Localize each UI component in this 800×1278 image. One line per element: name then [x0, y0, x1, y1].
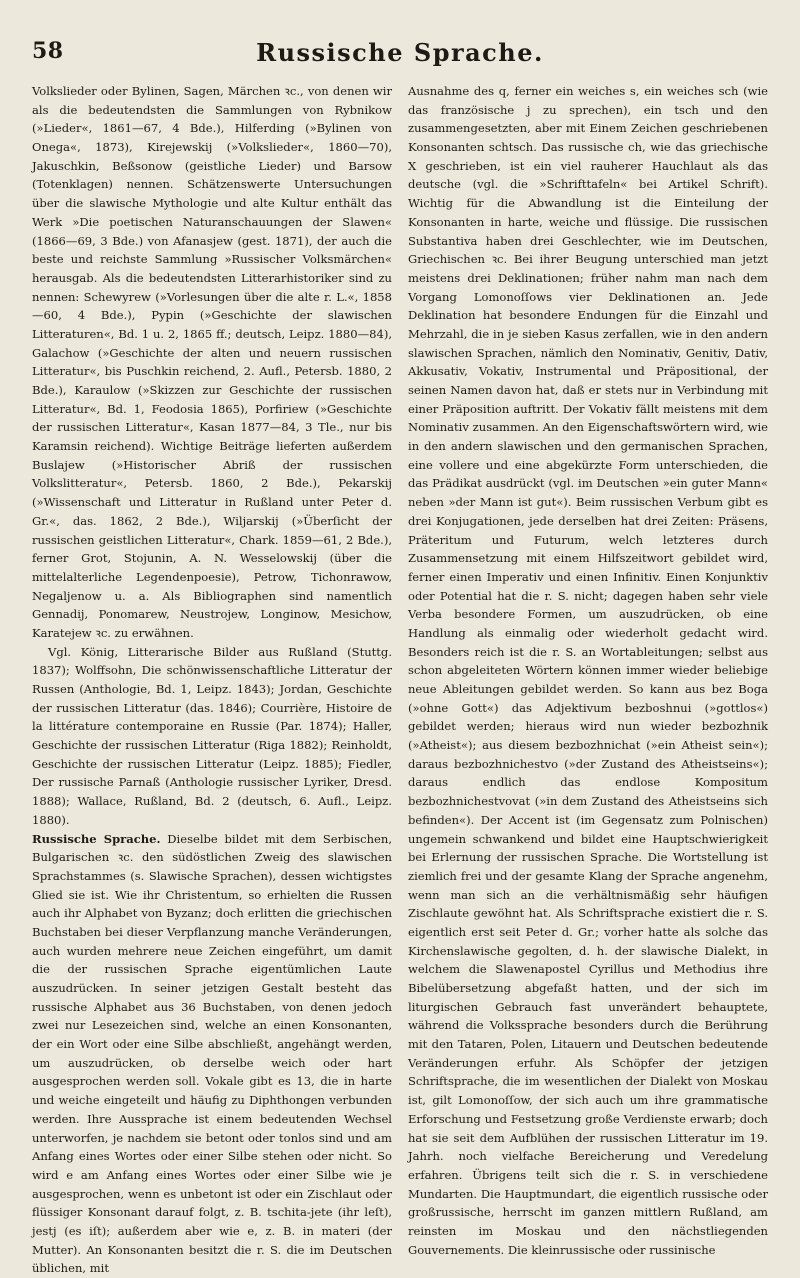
left-column [32, 82, 392, 1261]
text-columns [32, 82, 768, 1261]
right-column [408, 82, 768, 1261]
page-header [32, 38, 768, 72]
paragraph-russian-language [32, 830, 392, 1278]
page-number: 58 [32, 38, 64, 64]
running-title: Russische Sprache. [32, 38, 768, 67]
paragraph-continuation: Ausnahme des q, ferner ein weiches s, ein weiches sch (wie das französische j zu sprechen), ein tsch und den zusammengesetzten, aber mit Einem Zeichen geschriebenen Konsonanten schtsch. Das russische ch, wie das griechische X geschrieben, ist ein viel rauherer Hauchlaut als das deutsche (vgl. die »Schrifttafeln« bei Artikel Schrift). Wichtig für die Abwandlung ist die Einteilung der Konsonanten in harte, weiche und flüssige. Die russischen Substantiva haben drei Geschlechter, wie im Deutschen, Griechischen ꝛc. Bei ihrer Beugung unterschied man jetzt meistens drei Deklinationen; früher nahm man nach dem Vorgang Lomonoſſows vier Deklinationen an. Jede Deklination hat besondere Endungen für die Einzahl und Mehrzahl, die in je sieben Kasus zerfallen, wie in den andern slawischen Sprachen, nämlich den Nominativ, Genitiv, Dativ, Akkusativ, Vokativ, Instrumental und Präpositional, der seinen Namen davon hat, daß er stets nur in Verbindung mit einer Präposition auftritt. Der Vokativ fällt meistens mit dem Nominativ zusammen. An den Eigenschaftswörtern wird, wie in den andern slawischen und den germanischen Sprachen, eine vollere und eine abgekürzte Form unterschieden, die das Prädikat ausdrückt (vgl. im Deutschen »ein guter Mann« neben »der Mann ist gut«). Beim russischen Verbum gibt es drei Konjugationen, jede derselben hat drei Zeiten: Präsens, Präteritum und Futurum, welch letzteres durch Zusammensetzung mit einem Hilfszeitwort gebildet wird, ferner einen Imperativ und einen Infinitiv. Einen Konjunktiv oder Potential hat die r. S. nicht; dagegen haben sehr viele Verba besondere Formen, um auszudrücken, ob eine Handlung als einmalig oder wiederholt gedacht wird. Besonders reich ist die r. S. an Wortableitungen; selbst aus schon abgeleiteten Wörtern können immer wieder beliebige neue Ableitungen gebildet werden. So kann aus bez Boga (»ohne Gott«) das Adjektivum bezboshnui (»gottlos«) gebildet werden; hieraus wird nun wieder bezbozhnik (»Atheist«); aus diesem bezbozhnichat (»ein Atheist sein«); daraus bezbozhnichestvo (»der Zustand des Atheistseins«); daraus endlich das endlose Kompositum bezbozhnichestvovat (»in dem Zustand des Atheistseins sich befinden«). Der Accent ist (im Gegensatz zum Polnischen) ungemein schwankend und bildet eine Hauptschwierigkeit bei Erlernung der russischen Sprache. Die Wortstellung ist ziemlich frei und der gesamte Klang der Sprache angenehm, wenn man sich an die verhältnismäßig sehr häufigen Zischlaute gewöhnt hat. Als Schriftsprache existiert die r. S. eigentlich erst seit Peter d. Gr.; vorher hatte als solche das Kirchenslawische gegolten, d. h. der slawische Dialekt, in welchem die Slawenapostel Cyrillus und Methodius ihre Bibelübersetzung abgefaßt hatten, und der sich im liturgischen Gebrauch fast unverändert behauptete, während die Volkssprache besonders durch die Berührung mit den Tataren, Polen, Litauern und Deutschen bedeutende Veränderungen erfuhr. Als Schöpfer der jetzigen Schriftsprache, die im wesentlichen der Dialekt von Moskau ist, gilt Lomonoſſow, der sich auch um ihre grammatische Erforschung und Festsetzung große Verdienste erwarb; doch hat sie seit dem Aufblühen der russischen Litteratur im 19. Jahrh. noch vielfache Bereicherung und Veredelung erfahren. Übrigens teilt sich die r. S. in verschiedene Mundarten. Die Hauptmundart, die eigentlich russische oder großrussische, herrscht im ganzen mittlern Rußland, am reinsten im Moskau und den nächstliegenden Gouvernements. Die kleinrussische oder russinische [408, 82, 768, 1259]
paragraph-sources: Volkslieder oder Bylinen, Sagen, Märchen ꝛc., von denen wir als die bedeutendsten die Sammlungen von Rybnikow (»Lieder«, 1861—67, 4 Bde.), Hilferding (»Bylinen von Onega«, 1873), Kirejewskij (»Volkslieder«, 1860—70), Jakuschkin, Beßsonow (geistliche Lieder) und Barsow (Totenklagen) nennen. Schätzenswerte Untersuchungen über die slawische Mythologie und alte Kultur enthält das Werk »Die poetischen Naturanschauungen der Slawen« (1866—69, 3 Bde.) von Afanasjew (gest. 1871), der auch die beste und reichste Sammlung »Russischer Volksmärchen« herausgab. Als die bedeutendsten Litterarhistoriker sind zu nennen: Schewyrew (»Vorlesungen über die alte r. L.«, 1858—60, 4 Bde.), Pypin (»Geschichte der slawischen Litteraturen«, Bd. 1 u. 2, 1865 ff.; deutsch, Leipz. 1880—84), Galachow (»Geschichte der alten und neuern russischen Litteratur«, bis Puschkin reichend, 2. Aufl., Petersb. 1880, 2 Bde.), Karaulow (»Skizzen zur Geschichte der russischen Litteratur«, Bd. 1, Feodosia 1865), Porfiriew (»Geschichte der russischen Litteratur«, Kasan 1877—84, 3 Tle., nur bis Karamsin reichend). Wichtige Beiträge lieferten außerdem Buslajew (»Historischer Abriß der russischen Volkslitteratur«, Petersb. 1860, 2 Bde.), Pekarskij (»Wissenschaft und Litteratur in Rußland unter Peter d. Gr.«, das. 1862, 2 Bde.), Wiljarskij (»Überſicht der russischen geistlichen Litteratur«, Chark. 1859—61, 2 Bde.), ferner Grot, Stojunin, A. N. Wesselowskij (über die mittelalterliche Legendenpoesie), Petrow, Tichonrawow, Negaljenow u. a. Als Bibliographen sind namentlich Gennadij, Ponomarew, Neustrojew, Longinow, Mesichow, Karatejew ꝛc. zu erwähnen. [32, 82, 392, 643]
paragraph-bibliography: Vgl. König, Litterarische Bilder aus Rußland (Stuttg. 1837); Wolffsohn, Die schönwissenschaftliche Litteratur der Russen (Anthologie, Bd. 1, Leipz. 1843); Jordan, Geschichte der russischen Litteratur (das. 1846); Courrière, Histoire de la littérature contemporaine en Russie (Par. 1874); Haller, Geschichte der russischen Litteratur (Riga 1882); Reinholdt, Geschichte der russischen Litteratur (Leipz. 1885); Fiedler, Der russische Parnaß (Anthologie russischer Lyriker, Dresd. 1888); Wallace, Rußland, Bd. 2 (deutsch, 6. Aufl., Leipz. 1880). [32, 643, 392, 830]
article-heading: Russische Sprache. [32, 832, 161, 846]
article-body: Dieselbe bildet mit dem Serbischen, Bulgarischen ꝛc. den südöstlichen Zweig des slawischen Sprachstammes (s. Slawische Sprachen), dessen wichtigstes Glied sie ist. Wie ihr Christentum, so erhielten die Russen auch ihr Alphabet von Byzanz; doch erlitten die griechischen Buchstaben bei dieser Verpflanzung manche Veränderungen, auch wurden mehrere neue Zeichen eingeführt, um damit die der russischen Sprache eigentümlichen Laute auszudrücken. In seiner jetzigen Gestalt besteht das russische Alphabet aus 36 Buchstaben, von denen jedoch zwei nur Lesezeichen sind, welche an einen Konsonanten, der ein Wort oder eine Silbe abschließt, angehängt werden, um auszudrücken, ob derselbe weich oder hart ausgesprochen werden soll. Vokale gibt es 13, die in harte und weiche eingeteilt und häufig zu Diphthongen verbunden werden. Ihre Aussprache ist einem bedeutenden Wechsel unterworfen, je nachdem sie betont oder tonlos sind und am Anfang eines Wortes oder einer Silbe stehen oder nicht. So wird e am Anfang eines Wortes oder einer Silbe wie je ausgesprochen, wenn es unbetont ist oder ein Zischlaut oder flüssiger Konsonant darauf folgt, z. B. tschita-jete (ihr leſt), jestj (es iſt); außerdem aber wie e, z. B. in materi (der Mutter). An Konsonanten besitzt die r. S. die im Deutschen üblichen, mit [32, 832, 392, 1276]
